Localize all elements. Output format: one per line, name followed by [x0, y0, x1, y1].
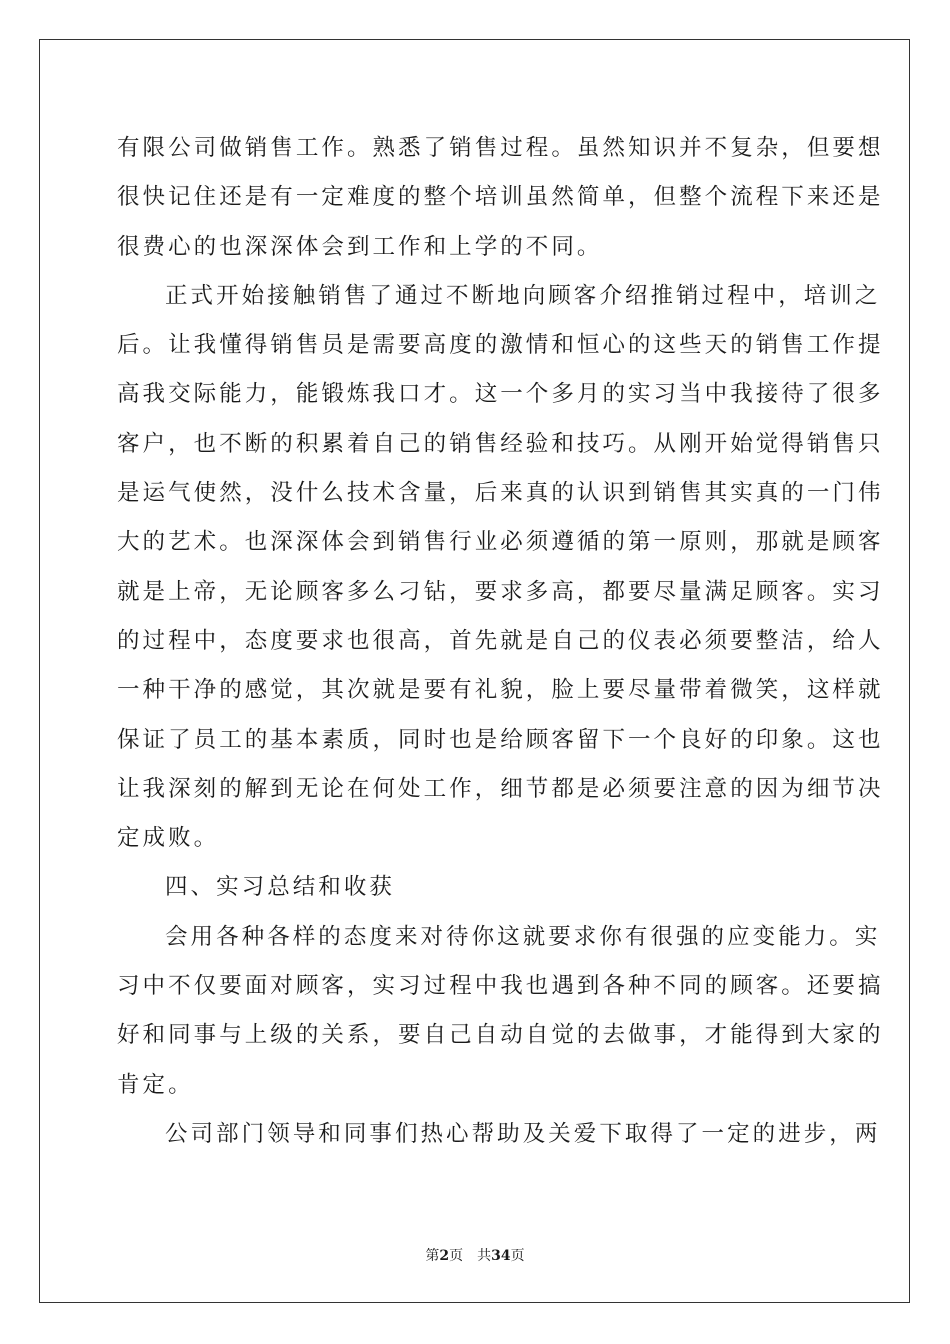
total-suffix: 页	[510, 1248, 525, 1264]
text-line: 保证了员工的基本素质，同时也是给顾客留下一个良好的印象。这也	[117, 726, 884, 753]
text-line: 大的艺术。也深深体会到销售行业必须遵循的第一原则，那就是顾客	[117, 529, 884, 556]
page-footer	[0, 1245, 950, 1265]
text-line: 习中不仅要面对顾客，实习过程中我也遇到各种不同的顾客。还要搞	[117, 973, 884, 1000]
text-line: 定成败。	[117, 825, 220, 852]
total-prefix: 共	[477, 1248, 492, 1264]
text-line: 一种干净的感觉，其次就是要有礼貌，脸上要尽量带着微笑，这样就	[117, 677, 884, 704]
text-line: 让我深刻的解到无论在何处工作，细节都是必须要注意的因为细节决	[117, 775, 884, 802]
text-line: 就是上帝，无论顾客多么刁钻，要求多高，都要尽量满足顾客。实习	[117, 578, 884, 605]
document-body	[117, 124, 884, 1159]
text-line: 高我交际能力，能锻炼我口才。这一个多月的实习当中我接待了很多	[117, 381, 884, 408]
paragraph-start-line: 正式开始接触销售了通过不断地向顾客介绍推销过程中，培训之	[165, 282, 881, 309]
text-line: 后。让我懂得销售员是需要高度的激情和恒心的这些天的销售工作提	[117, 332, 884, 359]
text-line: 肯定。	[117, 1071, 194, 1098]
text-line: 很快记住还是有一定难度的整个培训虽然简单，但整个流程下来还是	[117, 184, 884, 211]
text-line: 很费心的也深深体会到工作和上学的不同。	[117, 233, 603, 260]
section-heading: 四、实习总结和收获	[165, 874, 395, 901]
paragraph-start-line: 公司部门领导和同事们热心帮助及关爱下取得了一定的进步，两	[165, 1120, 881, 1147]
text-line: 的过程中，态度要求也很高，首先就是自己的仪表必须要整洁，给人	[117, 627, 884, 654]
page-prefix: 第	[425, 1248, 440, 1264]
total-pages: 34	[491, 1248, 511, 1264]
text-line: 好和同事与上级的关系，要自己自动自觉的去做事，才能得到大家的	[117, 1022, 884, 1049]
paragraph-start-line: 会用各种各样的态度来对待你这就要求你有很强的应变能力。实	[165, 923, 881, 950]
text-line: 有限公司做销售工作。熟悉了销售过程。虽然知识并不复杂，但要想	[117, 135, 884, 161]
page-suffix: 页	[449, 1248, 464, 1264]
page-number: 2	[439, 1248, 450, 1264]
text-line: 客户，也不断的积累着自己的销售经验和技巧。从刚开始觉得销售只	[117, 430, 884, 457]
text-line: 是运气使然，没什么技术含量，后来真的认识到销售其实真的一门伟	[117, 480, 884, 507]
